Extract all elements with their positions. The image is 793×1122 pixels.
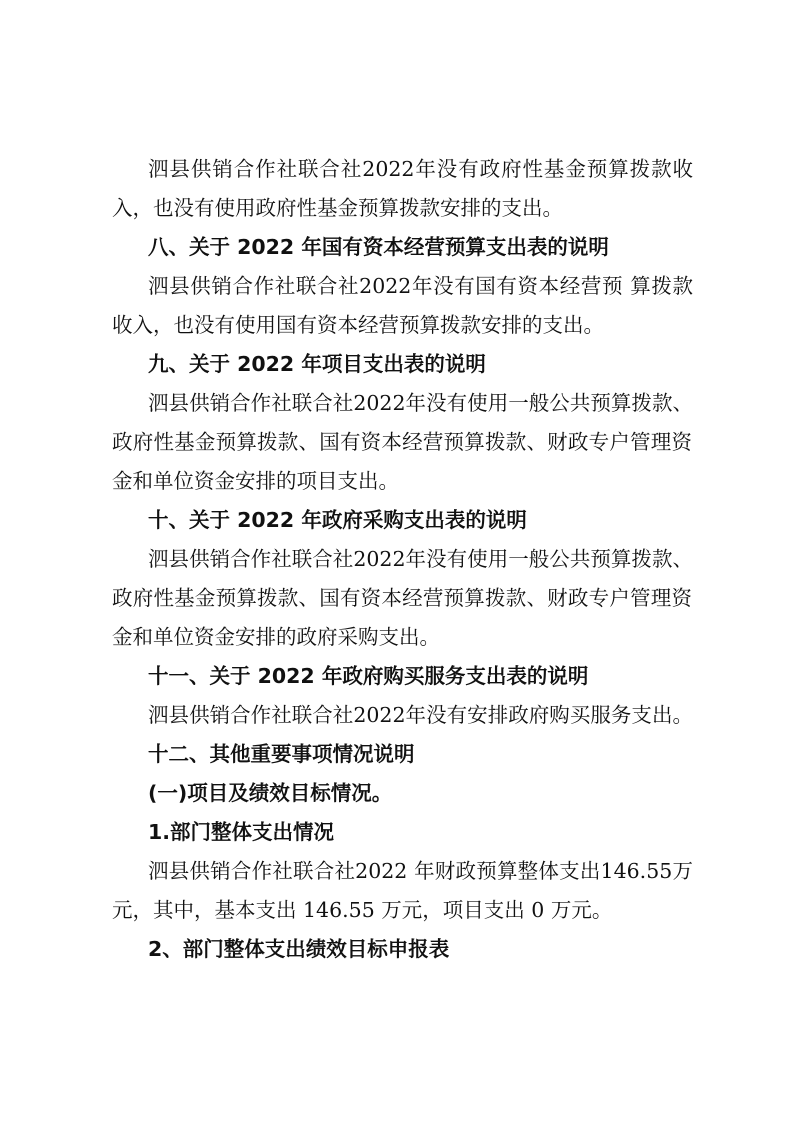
subsection-heading: 1.部门整体支出情况 — [148, 820, 335, 844]
paragraph-line: 金和单位资金安排的政府采购支出。 — [112, 625, 440, 649]
section-heading-10: 十、关于 2022 年政府采购支出表的说明 — [148, 508, 527, 532]
paragraph-line: 泗县供销合作社联合社2022年没有安排政府购买服务支出。 — [148, 703, 693, 727]
paragraph-line: 收入，也没有使用国有资本经营预算拨款安排的支出。 — [112, 313, 604, 337]
section-heading-12: 十二、其他重要事项情况说明 — [148, 742, 415, 766]
paragraph-line: 泗县供销合作社联合社2022年没有使用一般公共预算拨款、 — [148, 391, 693, 415]
section-heading-8: 八、关于 2022 年国有资本经营预算支出表的说明 — [148, 235, 609, 259]
subsection-heading: (一)项目及绩效目标情况。 — [148, 781, 393, 805]
paragraph-line: 政府性基金预算拨款、国有资本经营预算拨款、财政专户管理资 — [112, 586, 692, 610]
paragraph-line: 泗县供销合作社联合社2022年没有政府性基金预算拨款收 — [148, 157, 693, 181]
paragraph-line: 金和单位资金安排的项目支出。 — [112, 469, 399, 493]
section-heading-11: 十一、关于 2022 年政府购买服务支出表的说明 — [148, 664, 589, 688]
paragraph-line: 入，也没有使用政府性基金预算拨款安排的支出。 — [112, 196, 563, 220]
paragraph-line: 泗县供销合作社联合社2022年没有使用一般公共预算拨款、 — [148, 547, 693, 571]
paragraph-line: 政府性基金预算拨款、国有资本经营预算拨款、财政专户管理资 — [112, 430, 692, 454]
paragraph-line: 元，其中，基本支出 146.55 万元，项目支出 0 万元。 — [112, 898, 613, 922]
section-heading-9: 九、关于 2022 年项目支出表的说明 — [148, 352, 486, 376]
paragraph-line: 泗县供销合作社联合社2022 年财政预算整体支出146.55万 — [148, 859, 693, 883]
paragraph-line: 泗县供销合作社联合社2022年没有国有资本经营预 算拨款 — [148, 274, 693, 298]
subsection-heading: 2、部门整体支出绩效目标申报表 — [148, 937, 450, 961]
